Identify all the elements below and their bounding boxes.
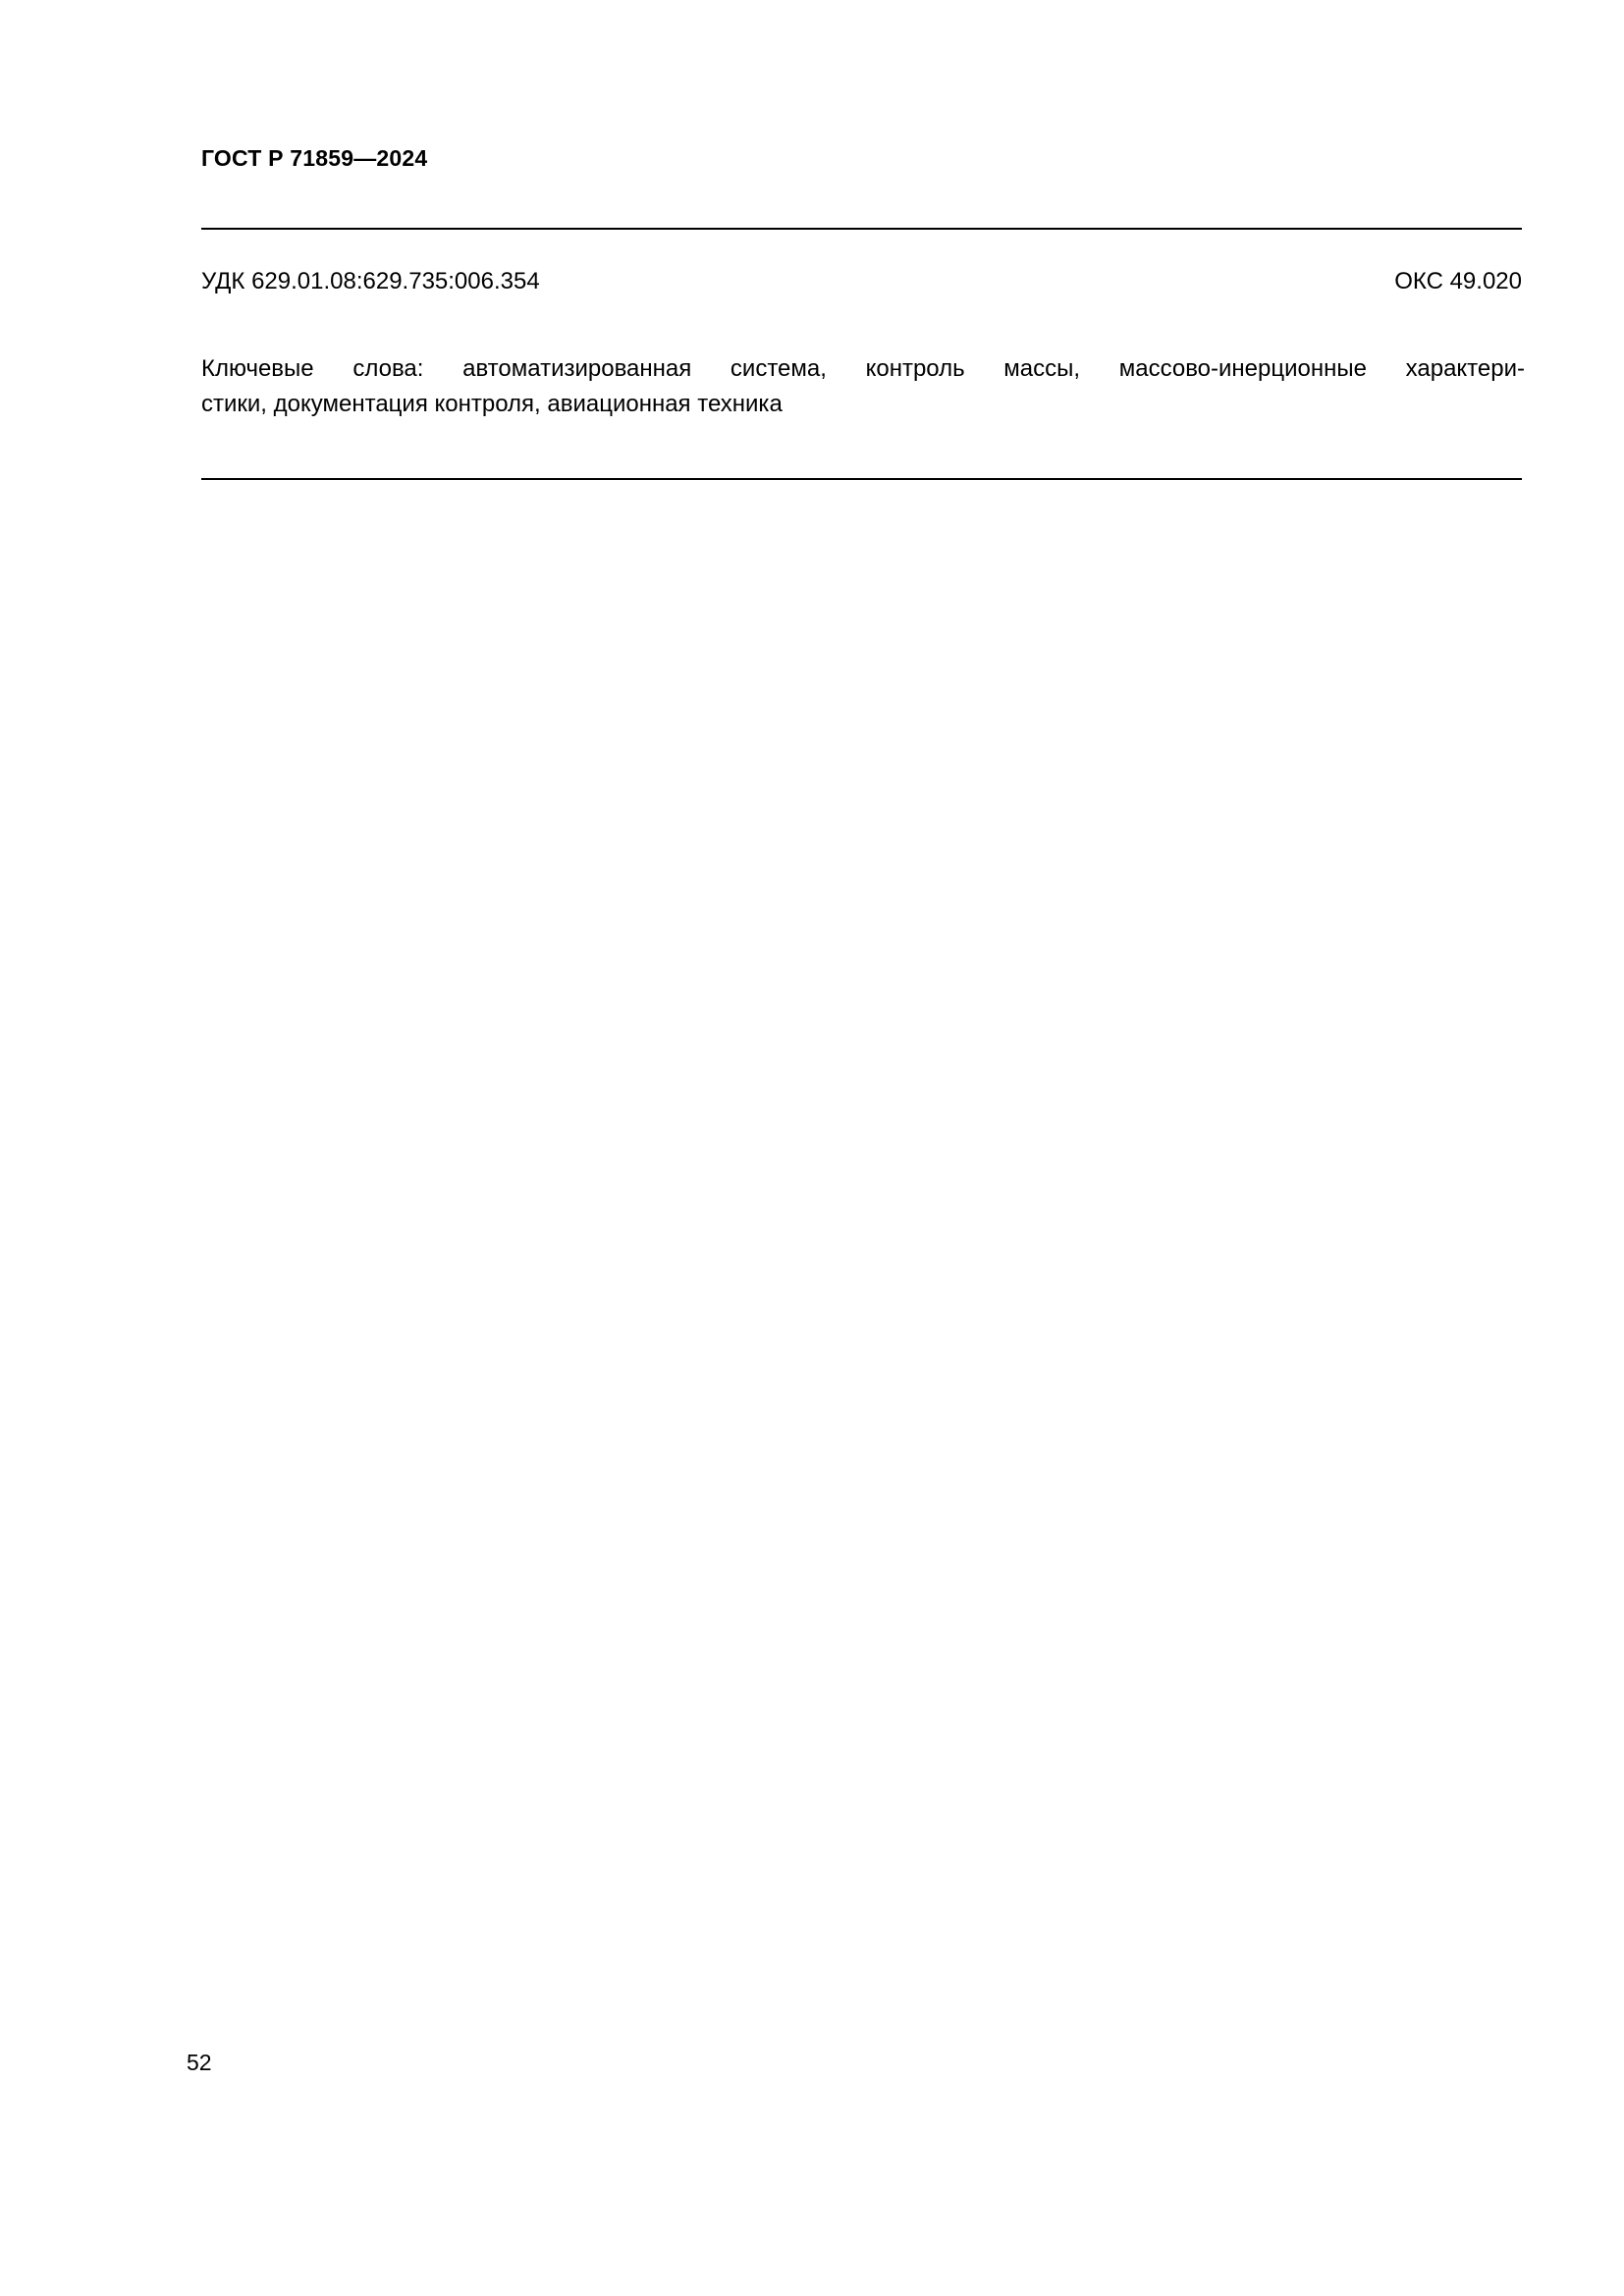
udk-code: УДК 629.01.08:629.735:006.354 — [201, 268, 540, 294]
document-header — [201, 145, 1522, 172]
keywords-line-1: Ключевые слова: автоматизированная система, контроль массы, массово-инерционные характери- — [201, 355, 1525, 382]
keywords-block — [201, 351, 1525, 422]
classification-codes-row — [201, 268, 1522, 295]
standard-designation: ГОСТ Р 71859—2024 — [201, 145, 428, 171]
footer-divider-rule — [201, 478, 1522, 480]
header-divider-rule — [201, 228, 1522, 230]
oks-code: ОКС 49.020 — [1394, 268, 1522, 294]
page-number: 52 — [187, 2050, 212, 2075]
keywords-line-2: стики, документация контроля, авиационная техника — [201, 391, 783, 417]
